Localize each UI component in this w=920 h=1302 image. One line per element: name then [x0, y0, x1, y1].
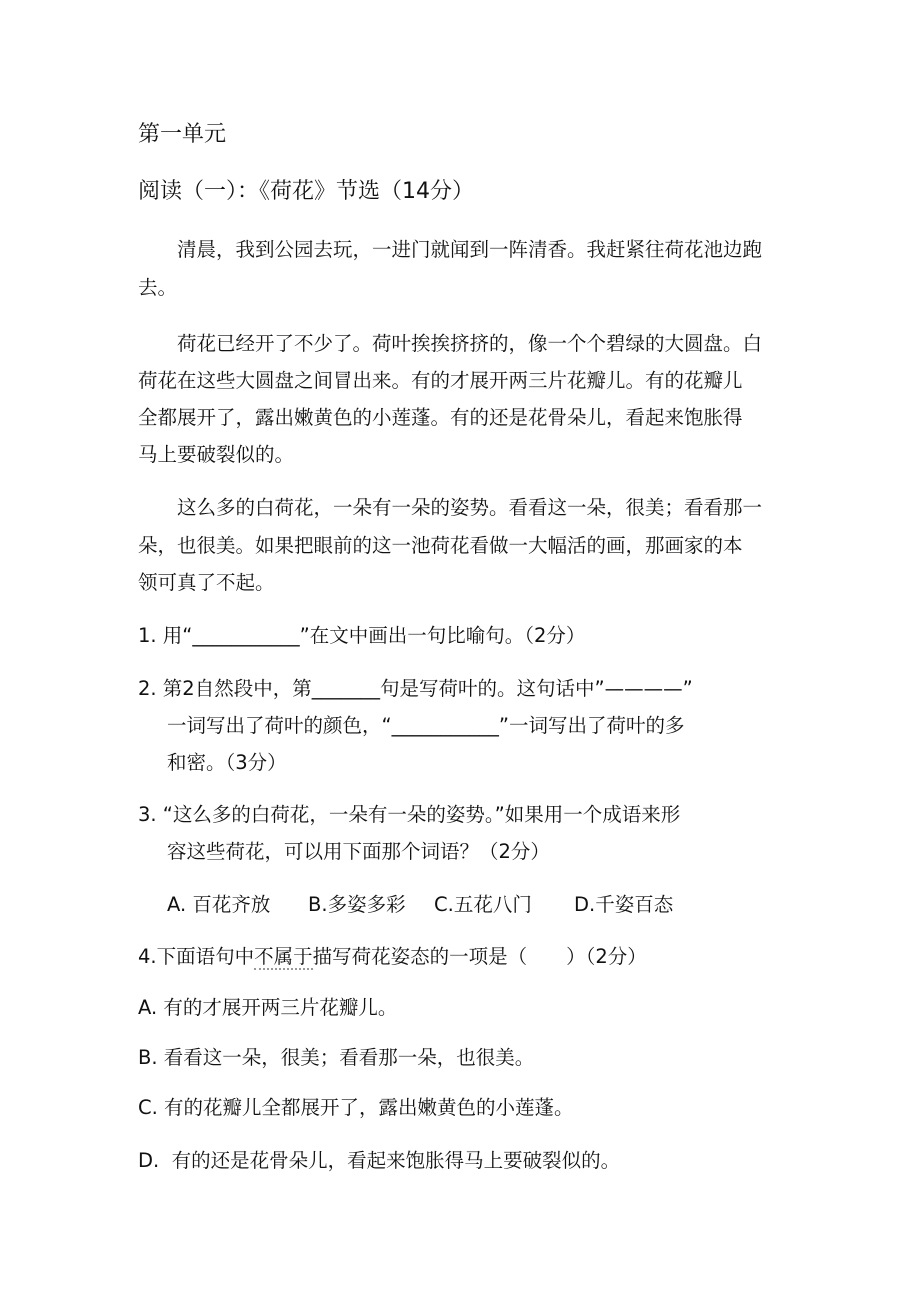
- option-b: B. 看看这一朵，很美；看看那一朵，也很美。: [138, 1046, 535, 1069]
- passage-line: 马上要破裂似的。: [138, 443, 295, 466]
- question-line: 2. 第2自然段中，第_______句是写荷叶的。这句话中”————”: [138, 677, 693, 700]
- option-a: A. 有的才展开两三片花瓣儿。: [138, 996, 398, 1019]
- option-d: D. 有的还是花骨朵儿，看起来饱胀得马上要破裂似的。: [138, 1149, 621, 1172]
- passage-line: 去。: [138, 276, 178, 299]
- question-1: 1. 用“___________”在文中画出一句比喻句。（2分）: [138, 624, 586, 647]
- passage-line: 全都展开了，露出嫩黄色的小莲蓬。有的还是花骨朵儿，看起来饱胀得: [138, 406, 743, 429]
- passage-line: 荷花在这些大圆盘之间冒出来。有的才展开两三片花瓣儿。有的花瓣儿: [138, 369, 743, 392]
- emphasis-text: 不属于: [254, 945, 313, 968]
- passage-line: 清晨，我到公园去玩，一进门就闻到一阵清香。我赶紧往荷花池边跑: [177, 238, 763, 261]
- question-line: 一词写出了荷叶的颜色，“___________”一词写出了荷叶的多: [167, 714, 685, 737]
- unit-title: 第一单元: [138, 122, 227, 147]
- option-a: A. 百花齐放: [167, 893, 271, 916]
- question-line: 和密。（3分）: [167, 751, 287, 774]
- passage-line: 荷花已经开了不少了。荷叶挨挨挤挤的，像一个个碧绿的大圆盘。白: [177, 332, 763, 355]
- option-d: D.千姿百态: [574, 893, 674, 916]
- option-b: B.多姿多彩: [308, 893, 406, 916]
- option-c: C.五花八门: [434, 893, 532, 916]
- question-suffix: 描写荷花姿态的一项是（ ）（2分）: [312, 945, 647, 968]
- section-title: 阅读（一）：《荷花》节选（14分）: [138, 179, 474, 204]
- question-prefix: 4.下面语句中: [138, 945, 255, 968]
- question-line: 3. “这么多的白荷花，一朵有一朵的姿势。”如果用一个成语来形: [138, 803, 681, 826]
- question-line: [138, 939, 647, 975]
- option-c: C. 有的花瓣儿全都展开了，露出嫩黄色的小莲蓬。: [138, 1096, 574, 1119]
- passage-line: 朵，也很美。如果把眼前的这一池荷花看做一大幅活的画，那画家的本: [138, 534, 743, 557]
- passage-line: 这么多的白荷花，一朵有一朵的姿势。看看这一朵，很美；看看那一: [177, 496, 763, 519]
- question-line: 容这些荷花，可以用下面那个词语？（2分）: [167, 840, 550, 863]
- passage-line: 领可真了不起。: [138, 571, 275, 594]
